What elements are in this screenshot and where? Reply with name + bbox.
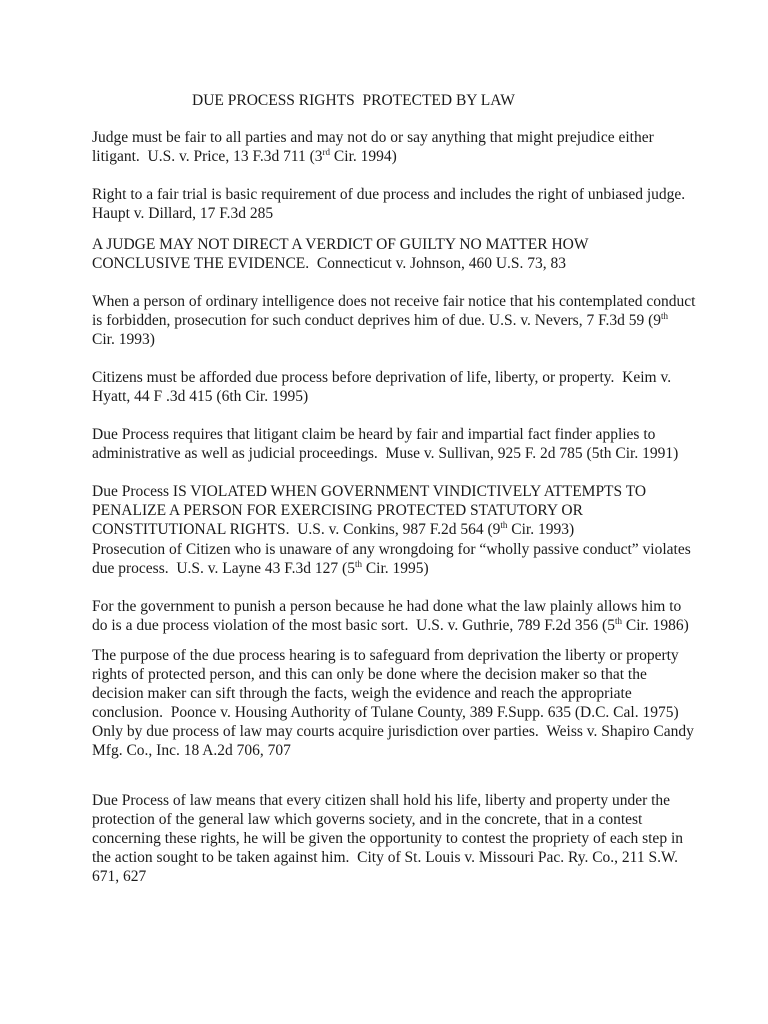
text-segment: When a person of ordinary intelligence does not receive fair notice that his contemplated conduct <box>92 293 696 310</box>
text-line <box>92 829 683 848</box>
paragraph <box>92 368 671 406</box>
text-line <box>92 646 679 665</box>
text-segment: Right to a fair trial is basic requirement of due process and includes the right of unbiased judge. <box>92 186 686 203</box>
paragraph <box>92 540 691 578</box>
ordinal-superscript: th <box>661 311 669 321</box>
text-line <box>92 387 671 406</box>
text-line <box>92 444 678 463</box>
text-segment: PENALIZE A PERSON FOR EXERCISING PROTECTED STATUTORY OR <box>92 502 583 519</box>
ordinal-superscript: th <box>500 520 508 530</box>
text-segment: do is a due process violation of the most basic sort. U.S. v. Guthrie, 789 F.2d 356 (5 <box>92 617 615 634</box>
text-segment: Judge must be fair to all parties and may not do or say anything that might prejudice either <box>92 129 654 146</box>
text-segment: Only by due process of law may courts acquire jurisdiction over parties. Weiss v. Shapiro Candy <box>92 723 694 740</box>
text-segment: A JUDGE MAY NOT DIRECT A VERDICT OF GUILTY NO MATTER HOW <box>92 236 589 253</box>
paragraph <box>92 425 678 463</box>
paragraph <box>92 722 694 760</box>
text-segment: Mfg. Co., Inc. 18 A.2d 706, 707 <box>92 742 291 759</box>
text-segment: administrative as well as judicial proceedings. Muse v. Sullivan, 925 F. 2d 785 (5th Cir. 1991) <box>92 445 679 462</box>
text-line <box>92 616 689 635</box>
text-line <box>92 665 679 684</box>
paragraph <box>92 597 689 635</box>
text-segment: due process. U.S. v. Layne 43 F.3d 127 (5 <box>92 560 355 577</box>
text-line <box>92 540 691 559</box>
paragraph <box>92 646 679 722</box>
text-segment: CONCLUSIVE THE EVIDENCE. Connecticut v. Johnson, 460 U.S. 73, 83 <box>92 255 567 272</box>
text-line <box>92 722 694 741</box>
ordinal-superscript: rd <box>322 147 331 157</box>
text-segment: Prosecution of Citizen who is unaware of any wrongdoing for “wholly passive conduct” violates <box>92 541 691 558</box>
text-segment: decision maker can sift through the facts, weigh the evidence and reach the appropriate <box>92 685 632 702</box>
text-segment: Cir. 1986) <box>622 617 689 634</box>
text-segment: is forbidden, prosecution for such conduct deprives him of due. U.S. v. Nevers, 7 F.3d 59 (9 <box>92 312 661 329</box>
text-segment: Hyatt, 44 F .3d 415 (6th Cir. 1995) <box>92 388 309 405</box>
text-segment: Due Process IS VIOLATED WHEN GOVERNMENT VINDICTIVELY ATTEMPTS TO <box>92 483 647 500</box>
text-segment: Due Process requires that litigant claim be heard by fair and impartial fact finder applies to <box>92 426 656 443</box>
text-line <box>92 791 683 810</box>
text-segment: Cir. 1995) <box>361 560 429 577</box>
text-line <box>92 848 683 867</box>
text-line <box>92 703 679 722</box>
text-segment: conclusion. Poonce v. Housing Authority of Tulane County, 389 F.Supp. 635 (D.C. Cal. 1975) <box>92 704 679 721</box>
text-segment: Cir. 1994) <box>330 148 397 165</box>
text-line <box>92 741 694 760</box>
text-segment: protection of the general law which governs society, and in the concrete, that in a contest <box>92 811 643 828</box>
text-segment: litigant. U.S. v. Price, 13 F.3d 711 (3 <box>92 148 323 165</box>
text-line <box>92 501 646 520</box>
text-line <box>92 520 646 539</box>
text-line <box>92 311 695 330</box>
text-segment: Due Process of law means that every citizen shall hold his life, liberty and property under the <box>92 792 671 809</box>
text-line <box>92 482 646 501</box>
text-line <box>92 368 671 387</box>
text-segment: Cir. 1993) <box>92 331 155 348</box>
text-segment: Haupt v. Dillard, 17 F.3d 285 <box>92 205 274 222</box>
document-title: DUE PROCESS RIGHTS PROTECTED BY LAW <box>192 92 515 109</box>
text-segment: 671, 627 <box>92 868 147 885</box>
text-segment: the action sought to be taken against him. City of St. Louis v. Missouri Pac. Ry. Co., 211 S.W. <box>92 849 679 866</box>
text-line <box>92 559 691 578</box>
text-line <box>92 147 654 166</box>
paragraph <box>92 791 683 886</box>
ordinal-superscript: th <box>354 559 362 569</box>
text-line <box>92 867 683 886</box>
text-line <box>92 597 689 616</box>
text-segment: rights of protected person, and this can only be done where the decision maker so that the <box>92 666 647 683</box>
text-line <box>92 684 679 703</box>
text-line <box>92 425 678 444</box>
text-line <box>92 128 654 147</box>
text-line <box>92 292 695 311</box>
text-line <box>92 254 588 273</box>
text-segment: CONSTITUTIONAL RIGHTS. U.S. v. Conkins, 987 F.2d 564 (9 <box>92 521 501 538</box>
text-line <box>92 185 685 204</box>
paragraph <box>92 185 685 223</box>
text-line <box>92 235 588 254</box>
paragraph <box>92 292 695 349</box>
text-line <box>92 204 685 223</box>
text-line <box>92 810 683 829</box>
paragraph <box>92 235 588 273</box>
text-line <box>92 330 695 349</box>
ordinal-superscript: th <box>614 616 622 626</box>
text-segment: concerning these rights, he will be given the opportunity to contest the propriety of each step in <box>92 830 683 847</box>
text-segment: For the government to punish a person because he had done what the law plainly allows him to <box>92 598 682 615</box>
text-segment: Citizens must be afforded due process before deprivation of life, liberty, or property. Keim v. <box>92 369 672 386</box>
paragraph <box>92 128 654 166</box>
text-segment: The purpose of the due process hearing is to safeguard from deprivation the liberty or property <box>92 647 679 664</box>
paragraph <box>92 482 646 539</box>
text-segment: Cir. 1993) <box>507 521 575 538</box>
